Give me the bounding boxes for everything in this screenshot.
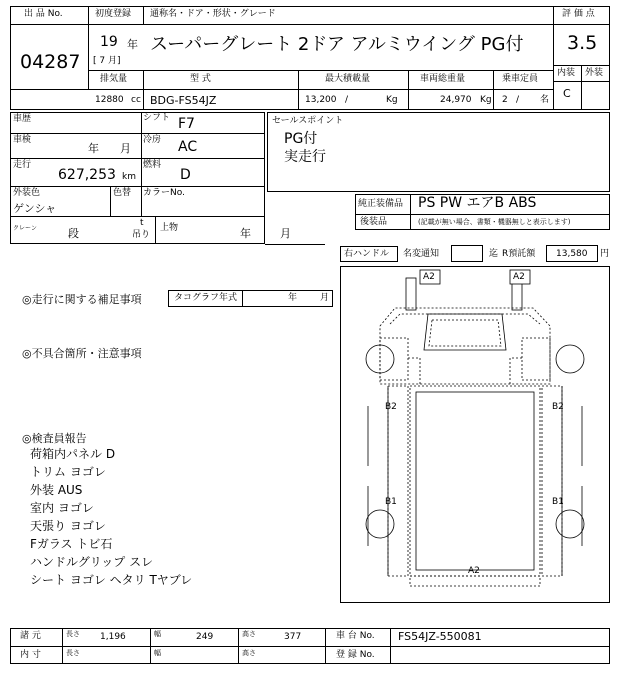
mileage-value: 627,253: [58, 167, 116, 183]
inspector-line-1: 荷箱内パネル D: [30, 447, 116, 461]
color-label: 外装色: [13, 188, 41, 198]
damage-mark-b1-left: B1: [385, 497, 397, 507]
name-change-label: 名変通知: [403, 249, 440, 259]
tachograph-month-unit: 月: [320, 293, 330, 303]
interior-grade-label: 内装: [557, 68, 576, 78]
displacement-value: 12880: [95, 95, 124, 105]
model-code-label: 型 式: [190, 74, 211, 84]
right-side-panel: [542, 386, 562, 576]
max-load-unit: Kg: [386, 95, 398, 105]
color-change-label: 色替: [113, 188, 132, 198]
steering-value: 右ハンドル: [344, 249, 390, 259]
name-change-box: [451, 245, 483, 262]
damage-mark-a2-front-right: A2: [513, 272, 525, 282]
color-code-label: カラーNo.: [143, 188, 185, 198]
shift-value: F7: [178, 116, 195, 132]
interior-grade: C: [563, 87, 571, 100]
left-mirror: [406, 278, 416, 310]
inspector-line-6: Fガラス トビ石: [30, 537, 113, 551]
score-label: 評 価 点: [562, 9, 595, 19]
damage-mark-b2-right: B2: [552, 402, 564, 412]
inspector-line-8: シート ヨゴレ ヘタリ Tヤブレ: [30, 573, 193, 587]
displacement-label: 排気量: [100, 74, 128, 84]
fuel-label: 燃料: [143, 160, 162, 170]
r-deposit-unit: 円: [600, 249, 610, 259]
shift-label: シフト: [143, 113, 171, 123]
capacity-unit: 名: [540, 95, 550, 105]
height-label: 高さ: [242, 630, 256, 638]
mileage-unit: km: [122, 172, 136, 182]
color-value: ゲンシャ: [13, 202, 57, 215]
inner-width-label: 幅: [154, 649, 161, 657]
mileage-label: 走行: [13, 160, 32, 170]
driving-notes-label: ◎走行に関する補足事項: [22, 293, 142, 306]
inner-height-label: 高さ: [242, 649, 256, 657]
top-body-label: 上物: [160, 223, 179, 233]
sales-point-line-1: PG付: [284, 131, 318, 147]
r-deposit-label: R預託額: [502, 249, 536, 259]
ac-value: AC: [178, 139, 198, 155]
inspector-line-2: トリム ヨゴレ: [30, 465, 106, 479]
max-load-label: 最大積載量: [325, 74, 371, 84]
equipment-value: PS PW エアB ABS: [418, 195, 537, 211]
ac-label: 冷房: [143, 135, 162, 145]
inspection-label: 車検: [13, 135, 32, 145]
displacement-unit: cc: [131, 95, 141, 105]
rear-left-wheel: [366, 510, 394, 538]
capacity-label: 乗車定員: [502, 74, 539, 84]
crane-tonnage-unit: t: [140, 218, 144, 228]
max-load-separator: /: [345, 95, 349, 105]
model-code: BDG-FS54JZ: [150, 94, 217, 107]
chassis-number: FS54JZ-550081: [398, 630, 482, 643]
damage-mark-b1-right: B1: [552, 497, 564, 507]
history-label: 車歴: [13, 114, 32, 124]
damage-mark-b2-left: B2: [385, 402, 397, 412]
tachograph-year-unit: 年: [288, 293, 298, 303]
gross-weight-unit: Kg: [480, 95, 492, 105]
inspection-year-unit: 年: [88, 142, 99, 155]
overall-score: 3.5: [567, 32, 598, 54]
truck-diagram: [340, 266, 610, 603]
left-side-panel: [388, 386, 408, 576]
windshield: [424, 314, 506, 350]
inspector-line-5: 天張り ヨゴレ: [30, 519, 106, 533]
crane-hang-unit: 吊り: [132, 230, 151, 240]
gross-weight-value: 24,970: [440, 95, 472, 105]
distance-prefix: 迄: [489, 249, 499, 259]
inspection-month-unit: 月: [120, 142, 131, 155]
cargo-body: [410, 386, 540, 576]
sales-point-label: セールスポイント: [272, 116, 344, 126]
rear-bumper: [410, 576, 540, 586]
capacity-separator: /: [516, 95, 520, 105]
capacity-value: 2: [502, 95, 508, 105]
height-value: 377: [284, 632, 302, 642]
first-registration-year: 19: [100, 34, 118, 50]
inspector-report-label: ◎検査員報告: [22, 432, 87, 445]
damage-mark-a2-front-left: A2: [423, 272, 435, 282]
exterior-grade-label: 外装: [585, 68, 604, 78]
first-registration-month: [ 7 月]: [93, 56, 121, 66]
first-registration-label: 初度登録: [95, 9, 132, 19]
width-label: 幅: [154, 630, 161, 638]
details-block: [10, 112, 265, 244]
top-body-year-unit: 年: [240, 227, 251, 240]
lot-number-label: 出 品 No.: [24, 9, 63, 19]
tachograph-label: タコグラフ年式: [174, 293, 238, 303]
lot-number: 04287: [20, 51, 81, 73]
max-load-value: 13,200: [305, 95, 337, 105]
first-registration-year-unit: 年: [127, 38, 138, 51]
defect-notes-label: ◎不具合箇所・注意事項: [22, 347, 142, 360]
length-value: 1,196: [100, 632, 126, 642]
inner-dimensions-label: 内 寸: [20, 650, 41, 660]
vehicle-model-name: スーパーグレート 2ドア アルミウイング PG付: [150, 34, 524, 55]
inspector-line-7: ハンドルグリップ スレ: [30, 555, 154, 569]
aftermarket-label: 後装品: [360, 217, 388, 227]
top-body-month-unit: 月: [280, 227, 291, 240]
dimensions-label: 諸 元: [20, 631, 41, 641]
gross-weight-label: 車両総重量: [420, 74, 466, 84]
r-deposit-amount: 13,580: [556, 249, 588, 259]
inspector-line-3: 外装 AUS: [30, 483, 83, 497]
registration-label: 登 録 No.: [336, 650, 375, 660]
crane-stage-unit: 段: [68, 227, 79, 240]
right-door: [522, 338, 550, 380]
length-label: 長さ: [66, 630, 80, 638]
equipment-label: 純正装備品: [358, 199, 404, 209]
front-right-wheel: [556, 345, 584, 373]
vehicle-name-label: 通称名・ドア・形状・グレード: [150, 9, 276, 19]
sales-point-line-2: 実走行: [284, 149, 326, 165]
damage-mark-a2-rear: A2: [468, 566, 480, 576]
inspector-line-4: 室内 ヨゴレ: [30, 501, 94, 515]
crane-label: クレーン: [13, 225, 37, 232]
inner-length-label: 長さ: [66, 649, 80, 657]
rear-right-wheel: [556, 510, 584, 538]
chassis-label: 車 台 No.: [336, 631, 375, 641]
aftermarket-note: (記載が無い場合、書類・機器無しと表示します): [418, 218, 571, 226]
fuel-value: D: [180, 167, 191, 183]
width-value: 249: [196, 632, 214, 642]
